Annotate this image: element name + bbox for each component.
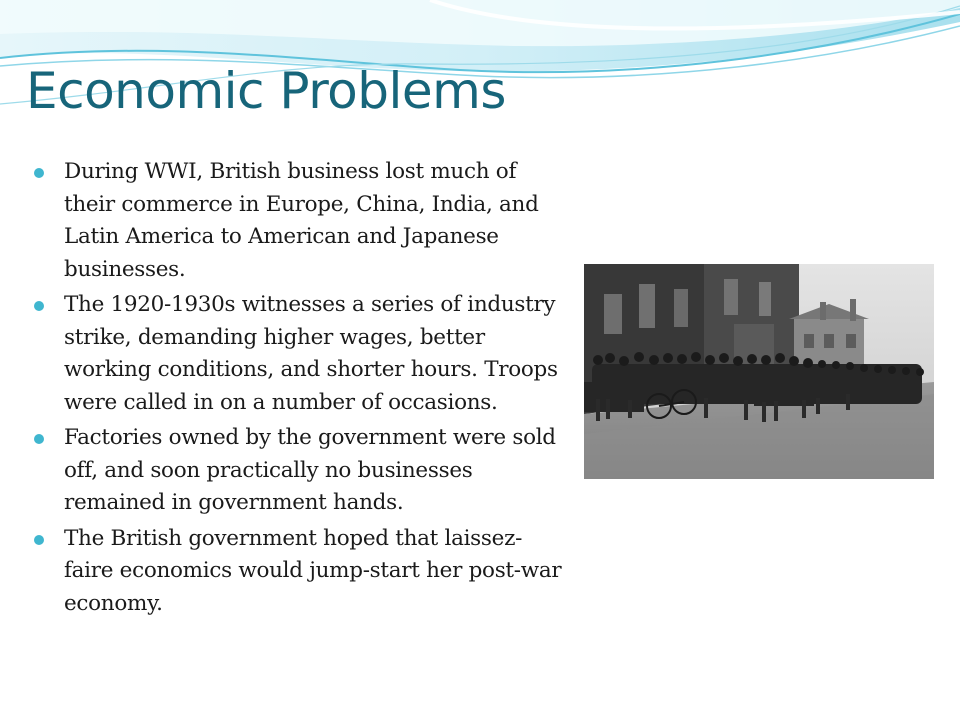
bullet-text: Factories owned by the government were sold off, and soon practically no businesses remained in government hands. (64, 425, 556, 515)
slide-title: Economic Problems (26, 62, 506, 120)
bullet-item (34, 156, 569, 286)
bullet-text: During WWI, British business lost much of their commerce in Europe, China, India, and Latin America to American and Japanese businesses. (64, 159, 539, 282)
bullet-text: The 1920-1930s witnesses a series of industry strike, demanding higher wages, better working conditions, and shorter hours. Troops were called in on a number of occasions. (64, 292, 558, 415)
bullet-item (34, 523, 569, 621)
bullet-item (34, 422, 569, 520)
bullet-icon (34, 301, 44, 311)
photo-image (584, 264, 934, 479)
bullet-icon (34, 535, 44, 545)
bullet-item (34, 289, 569, 419)
bullet-list (34, 156, 569, 623)
striking-workers-photo (584, 264, 934, 479)
bullet-icon (34, 434, 44, 444)
bullet-icon (34, 168, 44, 178)
bullet-text: The British government hoped that laissez-faire economics would jump-start her post-war economy. (64, 525, 562, 616)
